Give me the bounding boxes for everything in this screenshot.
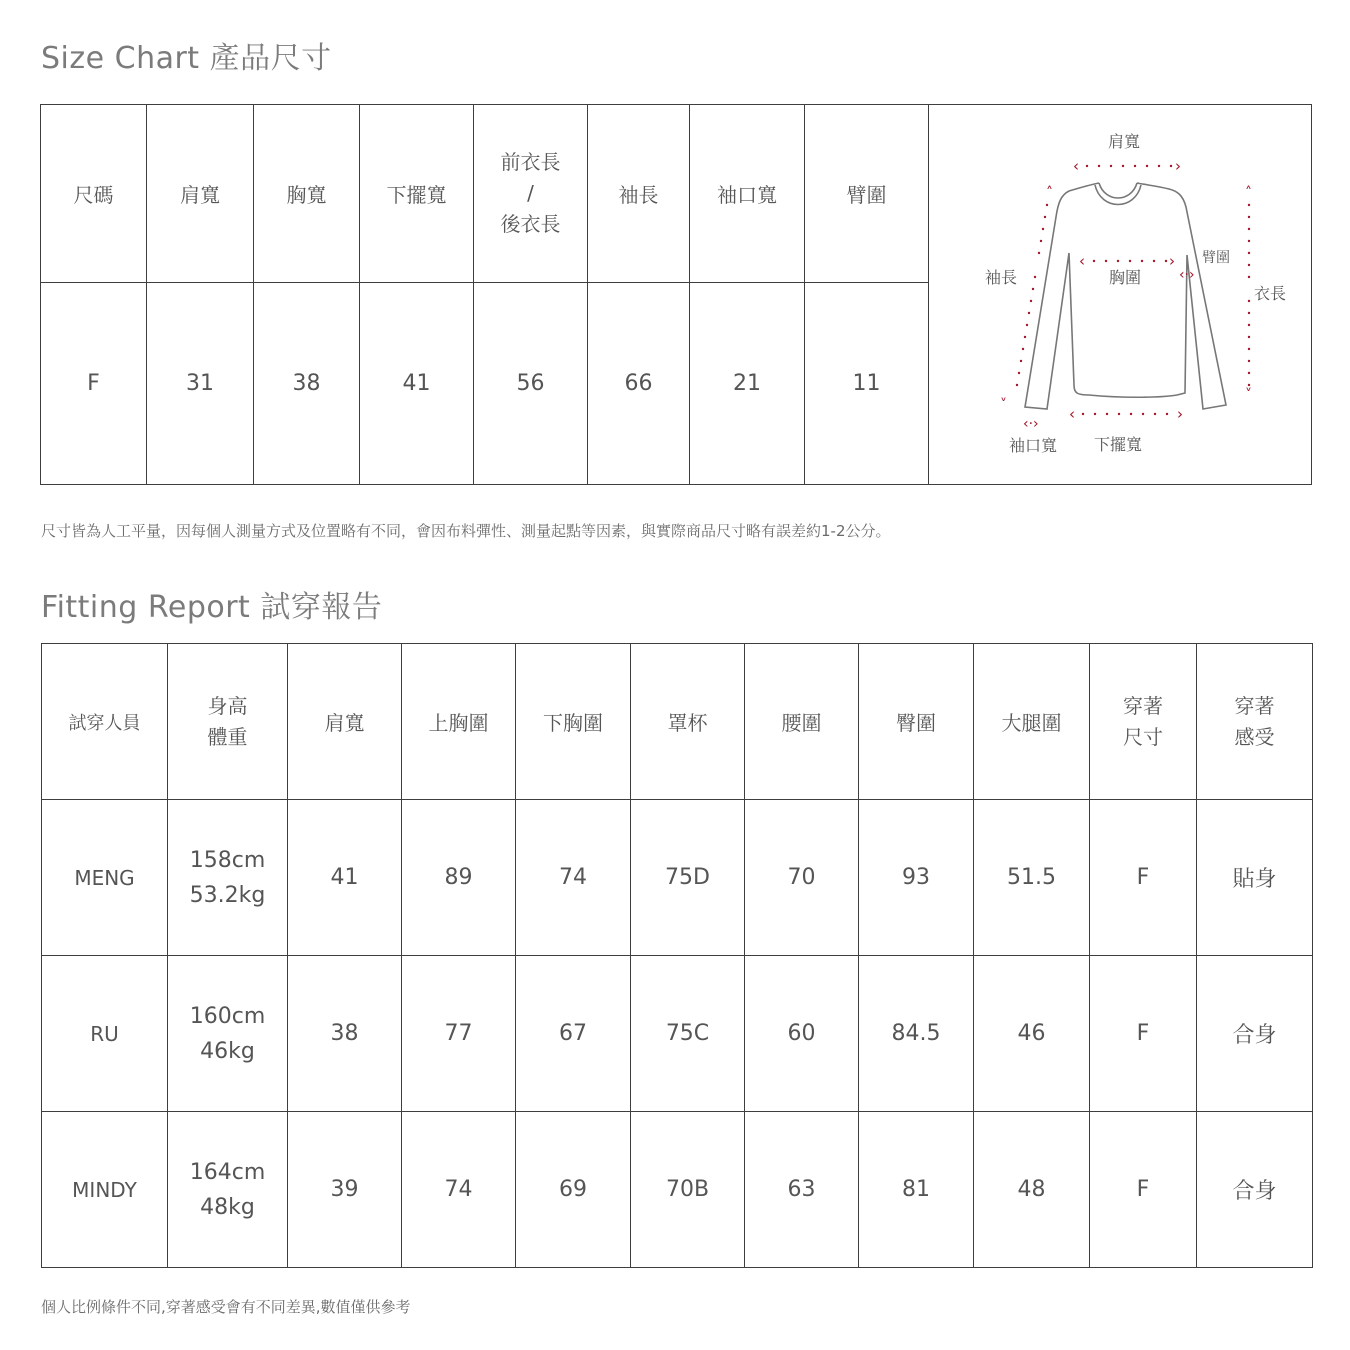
cell-under-bust: 69 — [516, 1112, 631, 1268]
label-sleeve: 袖長 — [985, 268, 1018, 287]
fitting-report-table — [41, 643, 1313, 1268]
cell-wear-size: F — [1090, 956, 1197, 1112]
svg-text:‹·›: ‹·› — [1179, 267, 1195, 283]
cell-height-weight — [168, 800, 288, 956]
size-chart-header-row — [41, 105, 1312, 283]
label-shoulder: 肩寬 — [1108, 132, 1141, 151]
cell-hip: 84.5 — [859, 956, 974, 1112]
header-length — [474, 105, 588, 283]
table-row — [42, 1112, 1313, 1268]
label-hem: 下擺寬 — [1094, 435, 1143, 454]
header-sleeve: 袖長 — [588, 105, 690, 283]
length-dots — [1248, 204, 1250, 386]
header-wear-feel-line1: 穿著 — [1234, 693, 1275, 718]
label-arm: 臂圍 — [1202, 250, 1230, 266]
cell-weight: 48kg — [200, 1194, 255, 1220]
header-size: 尺碼 — [41, 105, 147, 283]
cell-height: 164cm — [189, 1159, 266, 1185]
table-row — [42, 800, 1313, 956]
diagram-labels — [985, 132, 1286, 455]
header-under-bust: 下胸圍 — [516, 644, 631, 800]
header-wear-feel-line2: 感受 — [1234, 724, 1275, 749]
cell-size: F — [41, 283, 147, 485]
size-chart-title: Size Chart 產品尺寸 — [41, 41, 332, 76]
cell-sleeve: 66 — [588, 283, 690, 485]
table-row — [42, 956, 1313, 1112]
chest-dots — [1093, 260, 1167, 262]
header-chest: 胸寬 — [254, 105, 360, 283]
header-length-slash: / — [527, 181, 534, 206]
cell-shoulder: 38 — [288, 956, 402, 1112]
svg-text:‹: ‹ — [1079, 252, 1085, 270]
header-height-weight — [168, 644, 288, 800]
svg-text:›: › — [1177, 405, 1183, 423]
header-cup: 罩杯 — [631, 644, 745, 800]
cell-waist: 70 — [745, 800, 859, 956]
hem-dots — [1082, 413, 1168, 415]
cell-upper-bust: 89 — [402, 800, 516, 956]
measurement-diagram — [929, 105, 1312, 485]
header-waist: 腰圍 — [745, 644, 859, 800]
cell-shoulder: 31 — [147, 283, 254, 485]
cell-hip: 93 — [859, 800, 974, 956]
cell-arm: 11 — [805, 283, 929, 485]
header-length-back: 後衣長 — [500, 212, 561, 237]
cell-wear-feel: 合身 — [1197, 1112, 1313, 1268]
cell-upper-bust: 74 — [402, 1112, 516, 1268]
svg-text:˅: ˅ — [1000, 397, 1007, 413]
header-weight: 體重 — [207, 724, 248, 749]
cell-tester: RU — [42, 956, 168, 1112]
cell-height: 158cm — [189, 847, 266, 873]
svg-text:‹: ‹ — [1069, 405, 1075, 423]
cell-shoulder: 41 — [288, 800, 402, 956]
cell-chest: 38 — [254, 283, 360, 485]
cell-wear-feel: 貼身 — [1197, 800, 1313, 956]
cell-tester: MENG — [42, 800, 168, 956]
label-cuff: 袖口寬 — [1009, 436, 1058, 455]
shirt-outline — [1025, 183, 1226, 409]
header-arm: 臂圍 — [805, 105, 929, 283]
header-length-front: 前衣長 — [500, 150, 561, 175]
svg-text:›: › — [1169, 252, 1175, 270]
cell-hem: 41 — [360, 283, 474, 485]
header-upper-bust: 上胸圍 — [402, 644, 516, 800]
cell-shoulder: 39 — [288, 1112, 402, 1268]
header-wear-size-line1: 穿著 — [1123, 693, 1163, 718]
cell-hip: 81 — [859, 1112, 974, 1268]
header-shoulder: 肩寬 — [288, 644, 402, 800]
size-chart-table — [40, 104, 1312, 485]
cell-wear-feel: 合身 — [1197, 956, 1313, 1112]
cell-cup: 75D — [631, 800, 745, 956]
cell-wear-size: F — [1090, 800, 1197, 956]
cell-cup: 75C — [631, 956, 745, 1112]
cell-wear-size: F — [1090, 1112, 1197, 1268]
cell-cup: 70B — [631, 1112, 745, 1268]
svg-text:‹·›: ‹·› — [1023, 416, 1039, 432]
svg-text:˄: ˄ — [1046, 185, 1053, 201]
label-length: 衣長 — [1254, 284, 1287, 303]
header-cuff: 袖口寬 — [690, 105, 805, 283]
cell-waist: 63 — [745, 1112, 859, 1268]
header-tester: 試穿人員 — [42, 644, 168, 800]
cell-weight: 53.2kg — [189, 882, 266, 908]
label-chest: 胸圍 — [1109, 268, 1142, 287]
header-thigh: 大腿圍 — [974, 644, 1090, 800]
header-wear-size — [1090, 644, 1197, 800]
cell-height-weight — [168, 1112, 288, 1268]
svg-text:›: › — [1175, 157, 1181, 175]
measurement-arrows — [1000, 157, 1252, 432]
cell-under-bust: 67 — [516, 956, 631, 1112]
header-height: 身高 — [207, 693, 248, 718]
cell-height: 160cm — [189, 1003, 266, 1029]
cell-thigh: 51.5 — [974, 800, 1090, 956]
cell-waist: 60 — [745, 956, 859, 1112]
fitting-report-title: Fitting Report 試穿報告 — [41, 590, 383, 625]
cell-thigh: 48 — [974, 1112, 1090, 1268]
header-hip: 臀圍 — [859, 644, 974, 800]
svg-text:‹: ‹ — [1073, 157, 1079, 175]
tshirt-diagram — [929, 105, 1311, 484]
header-wear-size-line2: 尺寸 — [1123, 724, 1163, 749]
shoulder-dots — [1086, 165, 1172, 167]
svg-text:˄: ˄ — [1245, 185, 1252, 201]
cell-weight: 46kg — [200, 1038, 255, 1064]
cell-height-weight — [168, 956, 288, 1112]
fitting-header-row — [42, 644, 1313, 800]
svg-text:˅: ˅ — [1245, 387, 1252, 403]
size-chart-note: 尺寸皆為人工平量，因每個人測量方式及位置略有不同，會因布料彈性、測量起點等因素，與實際商品尺寸略有誤差約1-2公分。 — [41, 522, 891, 540]
fitting-report-note: 個人比例條件不同,穿著感受會有不同差異,數值僅供參考 — [41, 1298, 411, 1316]
cell-tester: MINDY — [42, 1112, 168, 1268]
header-wear-feel — [1197, 644, 1313, 800]
cell-upper-bust: 77 — [402, 956, 516, 1112]
header-hem: 下擺寬 — [360, 105, 474, 283]
cell-cuff: 21 — [690, 283, 805, 485]
cell-under-bust: 74 — [516, 800, 631, 956]
cell-length: 56 — [474, 283, 588, 485]
header-shoulder: 肩寬 — [147, 105, 254, 283]
cell-thigh: 46 — [974, 956, 1090, 1112]
